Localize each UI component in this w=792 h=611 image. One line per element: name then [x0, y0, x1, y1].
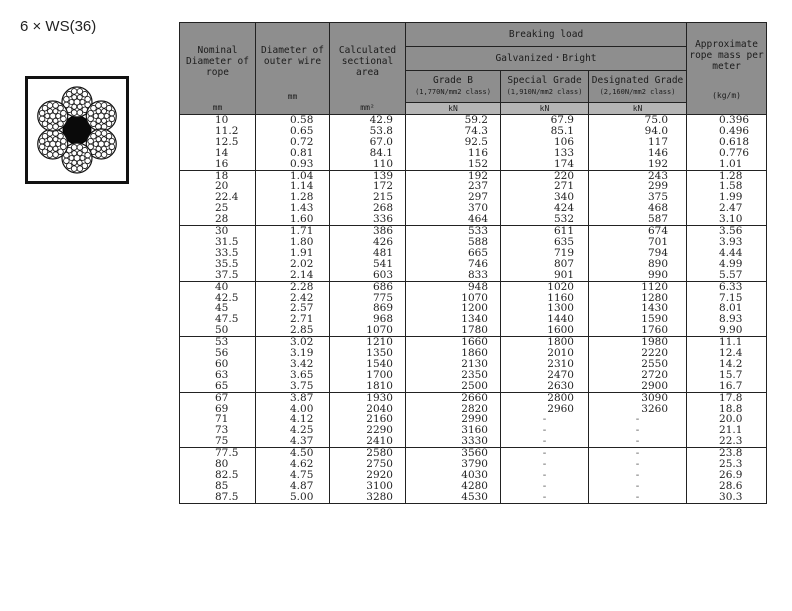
designated-grade-load-cell: 117 — [589, 137, 687, 148]
grade-b-load-cell: 370 — [406, 203, 501, 214]
outer-wire-cell: 4.25 — [256, 425, 330, 436]
special-grade-load-cell: 1800 — [501, 337, 589, 348]
sectional-area-cell: 110 — [330, 159, 406, 170]
grade-b-load-cell: 2990 — [406, 414, 501, 425]
outer-wire-cell: 3.19 — [256, 348, 330, 359]
table-row — [180, 148, 767, 159]
designated-grade-load-cell: 3090 — [589, 392, 687, 403]
sectional-area-cell: 215 — [330, 192, 406, 203]
rope-mass-cell: 18.8 — [687, 404, 767, 415]
outer-wire-cell: 2.71 — [256, 314, 330, 325]
rope-type-title: 6 × WS(36) — [20, 18, 97, 35]
sectional-area-cell: 1350 — [330, 348, 406, 359]
special-grade-load-cell: - — [501, 425, 589, 436]
grade-b-load-cell: 464 — [406, 214, 501, 225]
outer-wire-cell: 4.62 — [256, 459, 330, 470]
header-outer-unit: mm — [287, 92, 298, 101]
grade-b-load-cell: 1200 — [406, 303, 501, 314]
nominal-diameter-cell: 85 — [180, 481, 256, 492]
grade-b-load-cell: 92.5 — [406, 137, 501, 148]
designated-grade-load-cell: 75.0 — [589, 115, 687, 126]
nominal-diameter-cell: 12.5 — [180, 137, 256, 148]
grade-b-load-cell: 665 — [406, 248, 501, 259]
special-grade-load-cell: 2010 — [501, 348, 589, 359]
sectional-area-cell: 172 — [330, 181, 406, 192]
special-grade-load-cell: 611 — [501, 226, 589, 237]
outer-wire-cell: 1.91 — [256, 248, 330, 259]
sectional-area-cell: 1210 — [330, 337, 406, 348]
special-grade-load-cell: 271 — [501, 181, 589, 192]
header-outer-wire-diameter: Diameter of outer wire mm — [256, 23, 330, 115]
table-body — [180, 115, 767, 504]
rope-mass-cell: 4.44 — [687, 248, 767, 259]
table-row — [180, 392, 767, 403]
nominal-diameter-cell: 45 — [180, 303, 256, 314]
outer-wire-cell: 2.85 — [256, 325, 330, 336]
special-grade-load-cell: 2960 — [501, 404, 589, 415]
sectional-area-cell: 53.8 — [330, 126, 406, 137]
outer-wire-cell: 5.00 — [256, 492, 330, 503]
sectional-area-cell: 1810 — [330, 381, 406, 392]
outer-wire-cell: 1.43 — [256, 203, 330, 214]
grade-b-load-cell: 1860 — [406, 348, 501, 359]
designated-grade-load-cell: - — [589, 425, 687, 436]
table-row — [180, 436, 767, 447]
rope-mass-cell: 30.3 — [687, 492, 767, 503]
rope-mass-cell: 5.57 — [687, 270, 767, 281]
outer-wire-cell: 4.50 — [256, 448, 330, 459]
rope-mass-cell: 23.8 — [687, 448, 767, 459]
nominal-diameter-cell: 67 — [180, 392, 256, 403]
nominal-diameter-cell: 63 — [180, 370, 256, 381]
table-row — [180, 214, 767, 225]
outer-wire-cell: 4.37 — [256, 436, 330, 447]
nominal-diameter-cell: 40 — [180, 281, 256, 292]
rope-mass-cell: 2.47 — [687, 203, 767, 214]
grade-b-load-cell: 152 — [406, 159, 501, 170]
special-grade-load-cell: 1600 — [501, 325, 589, 336]
designated-grade-load-cell: 890 — [589, 259, 687, 270]
grade-b-load-cell: 533 — [406, 226, 501, 237]
nominal-diameter-cell: 60 — [180, 359, 256, 370]
outer-wire-cell: 0.58 — [256, 115, 330, 126]
designated-grade-load-cell: 192 — [589, 159, 687, 170]
designated-grade-load-cell: 299 — [589, 181, 687, 192]
nominal-diameter-cell: 35.5 — [180, 259, 256, 270]
designated-grade-load-cell: 674 — [589, 226, 687, 237]
grade-b-load-cell: 59.2 — [406, 115, 501, 126]
sectional-area-cell: 336 — [330, 214, 406, 225]
designated-grade-load-cell: - — [589, 470, 687, 481]
designated-grade-load-cell: - — [589, 481, 687, 492]
special-grade-load-cell: 133 — [501, 148, 589, 159]
table-row — [180, 381, 767, 392]
rope-mass-cell: 0.618 — [687, 137, 767, 148]
header-area-unit: mm² — [360, 103, 375, 112]
outer-wire-cell: 0.81 — [256, 148, 330, 159]
outer-wire-cell: 1.71 — [256, 226, 330, 237]
designated-grade-load-cell: 1280 — [589, 293, 687, 304]
grade-b-load-cell: 3160 — [406, 425, 501, 436]
sectional-area-cell: 2920 — [330, 470, 406, 481]
header-galvanized-bright: Galvanized・Bright — [406, 47, 687, 71]
nominal-diameter-cell: 53 — [180, 337, 256, 348]
sectional-area-cell: 426 — [330, 237, 406, 248]
nominal-diameter-cell: 82.5 — [180, 470, 256, 481]
grade-b-load-cell: 1780 — [406, 325, 501, 336]
special-grade-load-cell: 2470 — [501, 370, 589, 381]
table-row — [180, 281, 767, 292]
sectional-area-cell: 869 — [330, 303, 406, 314]
outer-wire-cell: 0.72 — [256, 137, 330, 148]
grade-b-load-cell: 2820 — [406, 404, 501, 415]
rope-mass-cell: 15.7 — [687, 370, 767, 381]
outer-wire-cell: 1.60 — [256, 214, 330, 225]
header-kn-special: kN — [501, 103, 589, 115]
rope-mass-cell: 0.776 — [687, 148, 767, 159]
table-row — [180, 159, 767, 170]
grade-b-load-cell: 1340 — [406, 314, 501, 325]
rope-mass-cell: 9.90 — [687, 325, 767, 336]
designated-grade-load-cell: 468 — [589, 203, 687, 214]
grade-b-load-cell: 948 — [406, 281, 501, 292]
outer-wire-cell: 3.87 — [256, 392, 330, 403]
sectional-area-cell: 775 — [330, 293, 406, 304]
grade-b-load-cell: 3560 — [406, 448, 501, 459]
rope-mass-cell: 3.10 — [687, 214, 767, 225]
special-grade-load-cell: 1160 — [501, 293, 589, 304]
sectional-area-cell: 2160 — [330, 414, 406, 425]
header-mass-unit: (kg/m) — [712, 91, 741, 100]
nominal-diameter-cell: 47.5 — [180, 314, 256, 325]
designated-grade-load-cell: 1120 — [589, 281, 687, 292]
rope-mass-cell: 3.93 — [687, 237, 767, 248]
grade-b-load-cell: 237 — [406, 181, 501, 192]
sectional-area-cell: 268 — [330, 203, 406, 214]
rope-mass-cell: 1.28 — [687, 170, 767, 181]
special-grade-load-cell: 67.9 — [501, 115, 589, 126]
rope-mass-cell: 6.33 — [687, 281, 767, 292]
rope-mass-cell: 7.15 — [687, 293, 767, 304]
designated-grade-load-cell: 94.0 — [589, 126, 687, 137]
rope-mass-cell: 3.56 — [687, 226, 767, 237]
designated-grade-load-cell: - — [589, 492, 687, 503]
sectional-area-cell: 1540 — [330, 359, 406, 370]
header-special-grade: Special Grade (1,910N/mm2 class) — [501, 71, 589, 103]
outer-wire-cell: 2.14 — [256, 270, 330, 281]
designated-grade-load-cell: - — [589, 448, 687, 459]
nominal-diameter-cell: 75 — [180, 436, 256, 447]
outer-wire-cell: 3.02 — [256, 337, 330, 348]
grade-b-load-cell: 116 — [406, 148, 501, 159]
nominal-diameter-cell: 22.4 — [180, 192, 256, 203]
designated-grade-load-cell: 243 — [589, 170, 687, 181]
special-grade-load-cell: 2630 — [501, 381, 589, 392]
header-kn-designated: kN — [589, 103, 687, 115]
sectional-area-cell: 2040 — [330, 404, 406, 415]
rope-mass-cell: 1.58 — [687, 181, 767, 192]
nominal-diameter-cell: 80 — [180, 459, 256, 470]
rope-mass-cell: 28.6 — [687, 481, 767, 492]
designated-grade-load-cell: 1590 — [589, 314, 687, 325]
sectional-area-cell: 1070 — [330, 325, 406, 336]
special-grade-load-cell: 1020 — [501, 281, 589, 292]
designated-grade-load-cell: 375 — [589, 192, 687, 203]
special-grade-load-cell: 719 — [501, 248, 589, 259]
nominal-diameter-cell: 10 — [180, 115, 256, 126]
special-grade-load-cell: 106 — [501, 137, 589, 148]
rope-mass-cell: 16.7 — [687, 381, 767, 392]
grade-b-load-cell: 4280 — [406, 481, 501, 492]
rope-mass-cell: 1.01 — [687, 159, 767, 170]
outer-wire-cell: 2.42 — [256, 293, 330, 304]
designated-grade-load-cell: 2550 — [589, 359, 687, 370]
outer-wire-cell: 0.93 — [256, 159, 330, 170]
special-grade-load-cell: 220 — [501, 170, 589, 181]
special-grade-load-cell: 1300 — [501, 303, 589, 314]
outer-wire-cell: 1.28 — [256, 192, 330, 203]
nominal-diameter-cell: 71 — [180, 414, 256, 425]
designated-grade-load-cell: - — [589, 414, 687, 425]
header-nominal-unit: mm — [212, 103, 223, 112]
outer-wire-cell: 1.14 — [256, 181, 330, 192]
grade-b-load-cell: 4030 — [406, 470, 501, 481]
rope-cross-section-image — [25, 76, 129, 184]
outer-wire-cell: 3.75 — [256, 381, 330, 392]
sectional-area-cell: 2750 — [330, 459, 406, 470]
outer-wire-cell: 4.12 — [256, 414, 330, 425]
grade-b-load-cell: 2500 — [406, 381, 501, 392]
special-grade-load-cell: - — [501, 448, 589, 459]
special-grade-load-cell: - — [501, 436, 589, 447]
sectional-area-cell: 2290 — [330, 425, 406, 436]
outer-wire-cell: 2.02 — [256, 259, 330, 270]
grade-b-load-cell: 297 — [406, 192, 501, 203]
nominal-diameter-cell: 28 — [180, 214, 256, 225]
outer-wire-cell: 1.04 — [256, 170, 330, 181]
nominal-diameter-cell: 31.5 — [180, 237, 256, 248]
nominal-diameter-cell: 11.2 — [180, 126, 256, 137]
special-grade-load-cell: - — [501, 481, 589, 492]
grade-b-load-cell: 1070 — [406, 293, 501, 304]
outer-wire-cell: 3.42 — [256, 359, 330, 370]
header-kn-grade-b: kN — [406, 103, 501, 115]
grade-b-load-cell: 2350 — [406, 370, 501, 381]
rope-mass-cell: 4.99 — [687, 259, 767, 270]
sectional-area-cell: 386 — [330, 226, 406, 237]
rope-mass-cell: 1.99 — [687, 192, 767, 203]
breaking-load-table — [179, 22, 767, 504]
header-nominal-diameter: Nominal Diameter of rope mm — [180, 23, 256, 115]
sectional-area-cell: 2410 — [330, 436, 406, 447]
outer-wire-cell: 4.87 — [256, 481, 330, 492]
special-grade-load-cell: 807 — [501, 259, 589, 270]
grade-b-load-cell: 2130 — [406, 359, 501, 370]
header-breaking-load: Breaking load — [406, 23, 687, 47]
sectional-area-cell: 84.1 — [330, 148, 406, 159]
designated-grade-load-cell: 1980 — [589, 337, 687, 348]
sectional-area-cell: 1700 — [330, 370, 406, 381]
sectional-area-cell: 1930 — [330, 392, 406, 403]
special-grade-load-cell: 424 — [501, 203, 589, 214]
grade-b-load-cell: 4530 — [406, 492, 501, 503]
special-grade-load-cell: 532 — [501, 214, 589, 225]
outer-wire-cell: 1.80 — [256, 237, 330, 248]
sectional-area-cell: 481 — [330, 248, 406, 259]
designated-grade-load-cell: 2720 — [589, 370, 687, 381]
nominal-diameter-cell: 16 — [180, 159, 256, 170]
nominal-diameter-cell: 77.5 — [180, 448, 256, 459]
rope-mass-cell: 17.8 — [687, 392, 767, 403]
special-grade-load-cell: 340 — [501, 192, 589, 203]
designated-grade-load-cell: - — [589, 436, 687, 447]
outer-wire-cell: 4.00 — [256, 404, 330, 415]
nominal-diameter-cell: 33.5 — [180, 248, 256, 259]
table-row — [180, 325, 767, 336]
sectional-area-cell: 42.9 — [330, 115, 406, 126]
grade-b-load-cell: 2660 — [406, 392, 501, 403]
grade-b-load-cell: 192 — [406, 170, 501, 181]
grade-b-load-cell: 833 — [406, 270, 501, 281]
rope-mass-cell: 14.2 — [687, 359, 767, 370]
nominal-diameter-cell: 73 — [180, 425, 256, 436]
header-grade-b: Grade B (1,770N/mm2 class) — [406, 71, 501, 103]
special-grade-load-cell: - — [501, 459, 589, 470]
sectional-area-cell: 3280 — [330, 492, 406, 503]
designated-grade-load-cell: 794 — [589, 248, 687, 259]
designated-grade-load-cell: 2220 — [589, 348, 687, 359]
nominal-diameter-cell: 25 — [180, 203, 256, 214]
special-grade-load-cell: - — [501, 492, 589, 503]
outer-wire-cell: 2.57 — [256, 303, 330, 314]
designated-grade-load-cell: 990 — [589, 270, 687, 281]
breaking-load-table-container — [179, 22, 766, 504]
special-grade-load-cell: 1440 — [501, 314, 589, 325]
sectional-area-cell: 139 — [330, 170, 406, 181]
designated-grade-load-cell: 146 — [589, 148, 687, 159]
grade-b-load-cell: 588 — [406, 237, 501, 248]
rope-mass-cell: 25.3 — [687, 459, 767, 470]
rope-mass-cell: 26.9 — [687, 470, 767, 481]
table-row — [180, 270, 767, 281]
rope-mass-cell: 11.1 — [687, 337, 767, 348]
nominal-diameter-cell: 18 — [180, 170, 256, 181]
grade-b-load-cell: 3330 — [406, 436, 501, 447]
nominal-diameter-cell: 56 — [180, 348, 256, 359]
special-grade-load-cell: 2800 — [501, 392, 589, 403]
designated-grade-load-cell: 701 — [589, 237, 687, 248]
designated-grade-load-cell: 2900 — [589, 381, 687, 392]
nominal-diameter-cell: 42.5 — [180, 293, 256, 304]
header-grade-b-class: (1,770N/mm2 class) — [415, 88, 491, 96]
rope-mass-cell: 8.01 — [687, 303, 767, 314]
special-grade-load-cell: 85.1 — [501, 126, 589, 137]
outer-wire-cell: 2.28 — [256, 281, 330, 292]
sectional-area-cell: 603 — [330, 270, 406, 281]
nominal-diameter-cell: 20 — [180, 181, 256, 192]
outer-wire-cell: 3.65 — [256, 370, 330, 381]
grade-b-load-cell: 746 — [406, 259, 501, 270]
header-designated-class: (2,160N/mm2 class) — [599, 88, 676, 96]
designated-grade-load-cell: 1760 — [589, 325, 687, 336]
header-designated-grade: Designated Grade (2,160N/mm2 class) — [589, 71, 687, 103]
special-grade-load-cell: - — [501, 470, 589, 481]
outer-wire-cell: 0.65 — [256, 126, 330, 137]
grade-b-load-cell: 74.3 — [406, 126, 501, 137]
sectional-area-cell: 686 — [330, 281, 406, 292]
special-grade-load-cell: - — [501, 414, 589, 425]
designated-grade-load-cell: 1430 — [589, 303, 687, 314]
sectional-area-cell: 968 — [330, 314, 406, 325]
rope-mass-cell: 8.93 — [687, 314, 767, 325]
nominal-diameter-cell: 50 — [180, 325, 256, 336]
sectional-area-cell: 541 — [330, 259, 406, 270]
sectional-area-cell: 2580 — [330, 448, 406, 459]
grade-b-load-cell: 1660 — [406, 337, 501, 348]
rope-mass-cell: 20.0 — [687, 414, 767, 425]
outer-wire-cell: 4.75 — [256, 470, 330, 481]
rope-mass-cell: 12.4 — [687, 348, 767, 359]
nominal-diameter-cell: 69 — [180, 404, 256, 415]
rope-mass-cell: 0.496 — [687, 126, 767, 137]
special-grade-load-cell: 635 — [501, 237, 589, 248]
rope-mass-cell: 22.3 — [687, 436, 767, 447]
sectional-area-cell: 67.0 — [330, 137, 406, 148]
nominal-diameter-cell: 37.5 — [180, 270, 256, 281]
nominal-diameter-cell: 65 — [180, 381, 256, 392]
nominal-diameter-cell: 87.5 — [180, 492, 256, 503]
nominal-diameter-cell: 30 — [180, 226, 256, 237]
special-grade-load-cell: 2310 — [501, 359, 589, 370]
rope-mass-cell: 21.1 — [687, 425, 767, 436]
special-grade-load-cell: 901 — [501, 270, 589, 281]
designated-grade-load-cell: 587 — [589, 214, 687, 225]
table-row — [180, 492, 767, 503]
header-special-class: (1,910N/mm2 class) — [506, 88, 583, 96]
designated-grade-load-cell: - — [589, 459, 687, 470]
sectional-area-cell: 3100 — [330, 481, 406, 492]
header-sectional-area: Calculated sectional area mm² — [330, 23, 406, 115]
rope-mass-cell: 0.396 — [687, 115, 767, 126]
nominal-diameter-cell: 14 — [180, 148, 256, 159]
designated-grade-load-cell: 3260 — [589, 404, 687, 415]
header-rope-mass: Approximate rope mass per meter (kg/m) — [687, 23, 767, 115]
grade-b-load-cell: 3790 — [406, 459, 501, 470]
special-grade-load-cell: 174 — [501, 159, 589, 170]
